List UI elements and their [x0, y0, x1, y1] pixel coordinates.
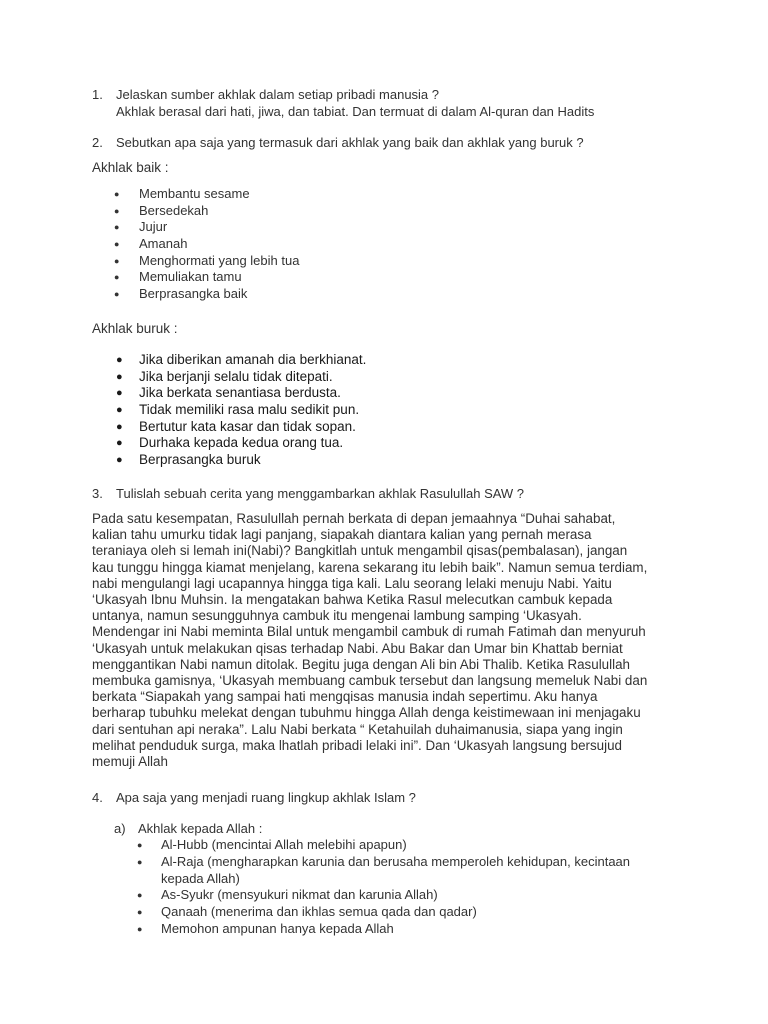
story-line: ‘Ukasyah Ibnu Muhsin. Ia mengatakan bahwa Ketika Rasul melecutkan cambuk kepada [92, 592, 613, 608]
bullet-icon: ● [137, 907, 143, 917]
bullet-icon: ● [114, 255, 120, 266]
question-number: 2. [92, 135, 103, 150]
bullet-icon: ● [116, 454, 123, 467]
sub-label: Akhlak kepada Allah : [138, 821, 263, 836]
story-line: kau tunggu hingga kiamat menjelang, karena sekarang itu lebih baik”. Namun semua terdiam, [92, 559, 648, 575]
story-paragraph [92, 511, 652, 770]
story-line: melihat penduduk surga, maka lhatlah pribadi lelaki ini”. Dan ‘Ukasyah langsung bersujud [92, 737, 622, 753]
question-text: Apa saja yang menjadi ruang lingkup akhlak Islam ? [116, 790, 416, 805]
question-1 [92, 86, 692, 103]
bullet-icon: ● [114, 239, 120, 250]
good-akhlak-label: Akhlak baik : [92, 160, 169, 175]
sub-heading-a [114, 820, 514, 837]
bullet-icon: ● [116, 354, 123, 366]
document-page: 1. Jelaskan sumber akhlak dalam setiap pribadi manusia ? Akhlak berasal dari hati, jiwa, dan tabiat. Dan termuat di dalam Al-quran dan Hadits 2. Sebutkan apa saja yang termasuk dari akhlak yang baik dan akhlak yang buruk ? Akhlak baik : ● Membantu sesame ● Bersedekah ● Jujur ● Amanah ● Menghormati yang lebih tua ● Memuliakan tamu ● Berprasangka baik Akhlak buruk : ● Jika diberikan amanah dia berkhianat. ● Jika berjanji selalu tidak ditepati. ● Jika berkata senantiasa berdusta. ● Tidak memiliki rasa malu sedikit pun. ● Bertutur kata kasar dan tidak sopan. ● Durhaka kepada kedua orang tua. ● Berprasangka buruk 3. Tulislah sebuah cerita yang menggambarkan akhlak Rasulullah SAW ? Pada satu kesempatan, Rasulullah pernah berkata di depan jemaahnya “Duhai sahabat, kalian tahu umurku tidak lagi panjang, siapakah diantara kalian yang pernah merasa teraniaya oleh si lemah ini(Nabi)? Bangkitlah untuk mengambil qisas(pembalasan), jangan kau tunggu hingga kiamat menjelang, karena sekarang itu lebih baik”. Namun semua terdiam, nabi mengulangi lagi ucapannya hingga tiga kali. Lalu seorang lelaki menuju Nabi. Yaitu ‘Ukasyah Ibnu Muhsin. Ia mengatakan bahwa Ketika Rasul melecutkan cambuk kepada untanya, namun sesungguhnya cambuk itu mengenai lambung samping ‘Ukasyah. Mendengar ini Nabi meminta Bilal untuk mengambil cambuk di rumah Fatimah dan menyuruh ‘Ukasyah untuk melakukan qisas terhadap Nabi. Abu Bakar dan Umar bin Khattab berniat menggantikan Nabi namun ditolak. Begitu juga dengan Ali bin Abi Thalib. Ketika Rasulullah membuka gamisnya, ‘Ukasyah membuang cambuk tersebut dan langsung memeluk Nabi dan berkata “Siapakah yang sampai hati mengqisas manusia indah sepertimu. Aku hanya berharap tubuhku melekat dengan tubuhmu hingga Allah denga keistimewaan ini menjagaku dari sentuhan api neraka”. Lalu Nabi berkata “ Ketahuilah duhaimanusia, siapa yang ingin melihat penduduk surga, maka lhatlah pribadi lelaki ini”. Dan ‘Ukasyah langsung bersujud memuji Allah 4. Apa saja yang menjadi ruang lingkup akhlak Islam ? a) Akhlak kepada Allah : ● Al-Hubb (mencintai Allah melebihi apapun) ● Al-Raja (mengharapkan karunia dan berusaha memperoleh kehidupan, kecintaan kepada Allah) ● As-Syukr (mensyukuri nikmat dan karunia Allah) ● Qanaah (menerima dan ikhlas semua qada dan qadar) ● Memohon ampunan hanya kepada Allah [0, 0, 768, 1024]
question-number: 3. [92, 486, 103, 501]
question-text: Tulislah sebuah cerita yang menggambarkan akhlak Rasulullah SAW ? [116, 486, 525, 501]
question-4 [92, 789, 692, 806]
question-text: Jelaskan sumber akhlak dalam setiap pribadi manusia ? [116, 87, 440, 102]
bullet-icon: ● [116, 387, 123, 400]
question-2 [92, 134, 712, 151]
story-line: memuji Allah [92, 754, 168, 770]
story-line: ‘Ukasyah untuk melakukan qisas terhadap Nabi. Abu Bakar dan Umar bin Khattab berniat [92, 640, 623, 656]
bullet-icon: ● [137, 924, 143, 934]
bullet-icon: ● [137, 840, 143, 850]
bullet-icon: ● [137, 890, 143, 900]
bullet-icon: ● [114, 205, 120, 216]
bullet-icon: ● [116, 437, 123, 450]
story-line: membuka gamisnya, ‘Ukasyah membuang cambuk tersebut dan langsung memeluk Nabi dan [92, 673, 648, 689]
question-number: 1. [92, 87, 103, 102]
sub-letter: a) [114, 821, 126, 836]
bullet-icon: ● [114, 289, 120, 300]
story-line: nabi mengulangi lagi ucapannya hingga tiga kali. Lalu seorang lelaki menuju Nabi. Yaitu [92, 575, 612, 591]
bad-akhlak-label: Akhlak buruk : [92, 321, 178, 336]
story-line: teraniaya oleh si lemah ini(Nabi)? Bangkitlah untuk mengambil qisas(pembalasan), jangan [92, 543, 628, 559]
story-line: berharap tubuhku melekat dengan tubuhmu hingga Allah denga keistimewaan ini menjagaku [92, 705, 641, 721]
answer-1: Akhlak berasal dari hati, jiwa, dan tabiat. Dan termuat di dalam Al-quran dan Hadits [116, 104, 595, 119]
story-line: Pada satu kesempatan, Rasulullah pernah berkata di depan jemaahnya “Duhai sahabat, [92, 511, 616, 526]
bullet-icon: ● [137, 857, 143, 867]
bullet-icon: ● [116, 404, 123, 417]
question-number: 4. [92, 790, 103, 805]
story-line: untanya, namun sesungguhnya cambuk itu mengenai lambung samping ‘Ukasyah. [92, 608, 582, 624]
bullet-icon: ● [116, 420, 123, 433]
question-3 [92, 485, 692, 502]
story-line: berkata “Siapakah yang sampai hati mengqisas manusia indah sepertimu. Aku hanya [92, 689, 598, 705]
bullet-icon: ● [114, 272, 120, 283]
story-line: Mendengar ini Nabi meminta Bilal untuk mengambil cambuk di rumah Fatimah dan menyuruh [92, 624, 646, 640]
story-line: dari sentuhan api neraka”. Lalu Nabi berkata “ Ketahuilah duhaimanusia, siapa yang ingin [92, 721, 623, 737]
bullet-icon: ● [114, 222, 120, 233]
story-line: kalian tahu umurku tidak lagi panjang, siapakah diantara kalian yang pernah merasa [92, 527, 592, 543]
story-line: menggantikan Nabi namun ditolak. Begitu juga dengan Ali bin Abi Thalib. Ketika Rasulullah [92, 656, 630, 672]
bullet-icon: ● [114, 189, 120, 199]
bullet-icon: ● [116, 370, 123, 383]
question-text: Sebutkan apa saja yang termasuk dari akhlak yang baik dan akhlak yang buruk ? [116, 135, 584, 150]
